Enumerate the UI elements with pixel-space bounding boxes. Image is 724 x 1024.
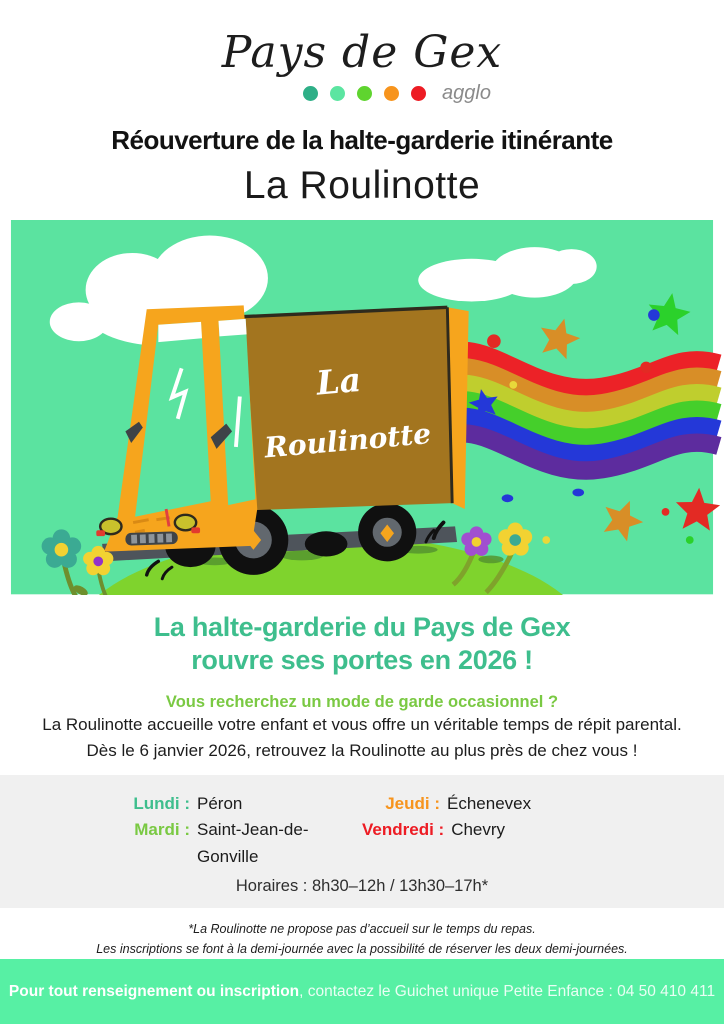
footer-bar xyxy=(0,959,724,1024)
announcement-line1: La halte-garderie du Pays de Gex xyxy=(153,611,571,642)
intro-line2: Dès le 6 janvier 2026, retrouvez la Roulinotte au plus près de chez vous ! xyxy=(86,740,638,760)
logo-dot xyxy=(357,86,372,101)
schedule-row xyxy=(362,817,724,843)
logo-dots-row xyxy=(303,82,491,105)
schedule-day-label: Mardi : xyxy=(134,820,190,840)
schedule-col-right xyxy=(362,791,724,870)
schedule-day-label: Lundi : xyxy=(133,794,190,813)
page-subtitle: La Roulinotte xyxy=(243,164,481,208)
logo xyxy=(0,0,724,105)
schedule-location: Chevry xyxy=(451,820,506,840)
page-title: Réouverture de la halte-garderie itinérante xyxy=(111,125,613,156)
schedule-row xyxy=(362,791,724,817)
footnote-line2: Les inscriptions se font à la demi-journée avec la possibilité de réserver les deux demi-journées. xyxy=(96,942,628,957)
schedule-row xyxy=(0,817,362,870)
schedule-row xyxy=(0,791,362,817)
footnote xyxy=(0,919,724,959)
footer-bold-text: Pour tout renseignement ou inscription xyxy=(8,982,300,1000)
announcement-line2: rouvre ses portes en 2026 ! xyxy=(191,645,533,676)
logo-dot xyxy=(330,86,345,101)
van-grille xyxy=(125,531,178,545)
logo-dots xyxy=(303,86,426,101)
van-label-line1: La xyxy=(314,360,363,403)
schedule-location: Péron xyxy=(197,794,243,813)
logo-dot xyxy=(411,86,426,101)
van-label-line2: Roulinotte xyxy=(263,417,433,465)
logo-dot xyxy=(384,86,399,101)
van-illustration xyxy=(0,220,724,594)
footer-regular-text: , contactez le Guichet unique Petite Enfance : 04 50 410 411 xyxy=(299,982,716,1000)
intro-question: Vous recherchez un mode de garde occasionnel ? xyxy=(165,693,559,711)
van-box xyxy=(232,307,452,511)
schedule-section xyxy=(0,775,724,908)
intro-line1: La Roulinotte accueille votre enfant et vous offre un véritable temps de répit parental. xyxy=(42,715,682,734)
hours-line: Horaires : 8h30–12h / 13h30–17h* xyxy=(235,877,489,896)
footnote-line1: *La Roulinotte ne propose pas d’accueil sur le temps du repas. xyxy=(188,922,536,937)
schedule-location: Saint-Jean-de-Gonville xyxy=(197,820,309,866)
announcement xyxy=(0,611,724,679)
schedule-day-label: Jeudi : xyxy=(385,794,440,813)
schedule-col-left xyxy=(0,791,362,870)
schedule-columns xyxy=(0,791,724,870)
logo-suffix: agglo xyxy=(442,82,491,105)
van xyxy=(96,306,468,579)
schedule-day-label: Vendredi : xyxy=(362,820,445,840)
logo-dot xyxy=(303,86,318,101)
logo-brand: Pays de Gex xyxy=(221,27,503,78)
schedule-location: Échenevex xyxy=(447,794,532,813)
